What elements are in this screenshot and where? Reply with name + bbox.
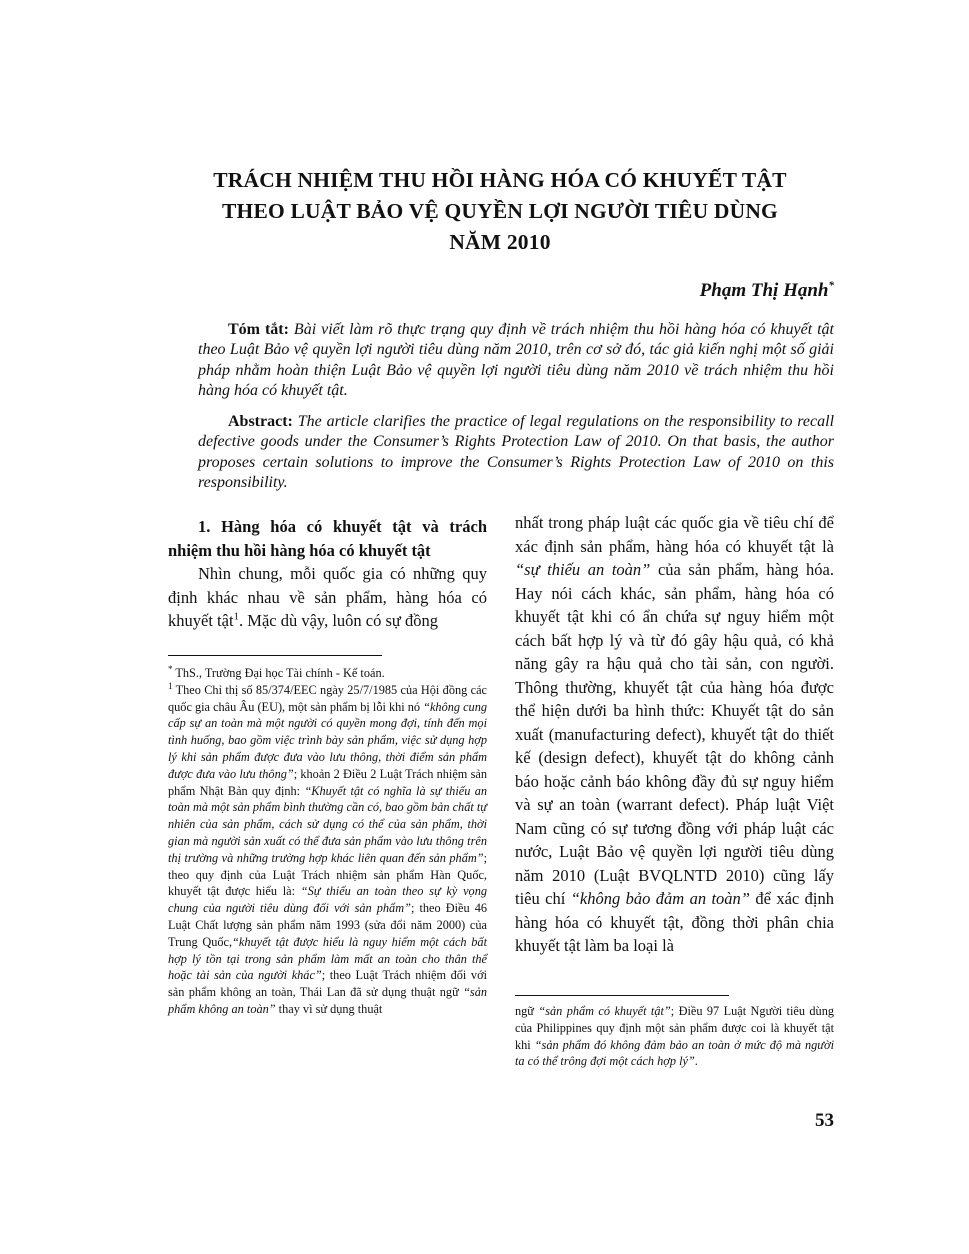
section-heading: 1. Hàng hóa có khuyết tật và trách nhiệm thu hồi hàng hóa có khuyết tật <box>168 517 487 560</box>
col2-quote-2: “không bảo đảm an toàn” <box>570 889 750 908</box>
body-paragraph-continued <box>515 511 834 958</box>
fn2-quote-d: “sản phẩm đó không đảm bảo an toàn ở mức độ mà người ta có thể trông đợi một cách hợp lý” <box>515 1037 834 1069</box>
col2-text-3: để xác định hàng hóa có khuyết tật, đồng thời phân chia khuyết tật làm ba loại là <box>515 889 834 955</box>
left-column <box>168 515 487 633</box>
footnote-1 <box>168 682 487 1018</box>
fn2-text-e: . <box>694 1054 698 1069</box>
summary-vi-label: Tóm tắt: <box>228 321 289 338</box>
fn2-quote-b: “sản phẩm có khuyết tật” <box>538 1004 671 1018</box>
footnote-star-mark: * <box>168 663 173 674</box>
title-line-3: NĂM 2010 <box>449 230 551 254</box>
title-line-2: THEO LUẬT BẢO VỆ QUYỀN LỢI NGƯỜI TIÊU DÙNG <box>222 199 778 223</box>
fn1-quote-j: “sản phẩm không an toàn” <box>168 985 487 1016</box>
fn1-text-i: ; theo Luật Trách nhiệm đối với sản phẩm không an toàn, Thái Lan đã sử dụng thuật ngữ <box>168 968 487 1000</box>
fn1-text-a: Theo Chỉ thị số 85/374/EEC ngày 25/7/1985 của Hội đồng các quốc gia châu Âu (EU), một sản phẩm bị lỗi khi nó <box>168 682 487 714</box>
fn1-quote-d: “Khuyết tật có nghĩa là sự thiếu an toàn mà một sản phẩm bình thường cần có, bao gồm bản chất tự nhiên của sản phẩm, cách sử dụng có thể của sản phẩm, thời gian mà người sản xuất có thể đưa sản phẩm vào lưu thông trên thị trường và những trường hợp khác liên quan đến sản phẩm” <box>168 783 487 865</box>
article-title <box>150 165 850 258</box>
footnote-1-mark: 1 <box>168 680 173 691</box>
fn1-text-e: ; theo quy định của Luật Trách nhiệm sản phẩm Hàn Quốc, khuyết tật được hiểu là: <box>168 850 487 899</box>
para-end: . Mặc dù vậy, luôn có sự đồng <box>239 611 438 630</box>
para-start: Nhìn chung, mỗi quốc gia có những quy định khác nhau về sản phẩm, hàng hóa có khuyết tật <box>168 564 487 630</box>
fn1-quote-h: “khuyết tật được hiểu là nguy hiểm một cách bất hợp lý tồn tại trong sản phẩm làm mất an toàn cho thân thể hoặc tài sản của người khác” <box>168 934 487 983</box>
footnotes-left <box>168 665 487 1018</box>
fn1-text-g: ; theo Điều 46 Luật Chất lượng sản phẩm năm 1993 (sửa đổi năm 2000) của Trung Quốc, <box>168 901 487 949</box>
summary-vietnamese <box>198 320 834 401</box>
fn1-quote-f: “Sự thiếu an toàn theo sự kỳ vọng chung của người tiêu dùng đối với sản phẩm” <box>168 884 487 916</box>
fn1-text-k: thay vì sử dụng thuật <box>275 1001 383 1016</box>
col2-text-1: nhất trong pháp luật các quốc gia về tiêu chí để xác định sản phẩm, hàng hóa có khuyết tật là <box>515 513 834 556</box>
footnote-author <box>168 665 487 682</box>
fn2-text-a: ngữ <box>515 1004 539 1018</box>
footnote-author-text: ThS., Trường Đại học Tài chính - Kế toán. <box>172 666 385 680</box>
abstract-english <box>198 412 834 493</box>
fn1-quote-b: “không cung cấp sự an toàn mà một người có quyền mong đợi, tính đến mọi tình huống, bao gồm việc trình bày sản phẩm, việc sử dụng hợp lý khi sản phẩm được đưa vào lưu thông, thời điểm sản phẩm được đưa vào lưu thông” <box>168 699 487 781</box>
abstract-en-text: The article clarifies the practice of legal regulations on the responsibility to recall defective goods under the Consumer’s Rights Protection Law of 2010. On that basis, the author proposes certain solutions to improve the Consumer’s Rights Protection Law of 2010 on this responsibility. <box>198 413 835 491</box>
fn1-text-c: ; khoản 2 Điều 2 Luật Trách nhiệm sản phẩm Nhật Bản quy định: <box>168 766 487 798</box>
right-column <box>515 511 834 958</box>
footnote-divider <box>168 655 382 656</box>
body-paragraph <box>168 562 487 633</box>
author-footnote-mark: * <box>828 279 834 292</box>
footnotes-right <box>515 1003 834 1070</box>
footnote-ref[interactable]: 1 <box>233 610 240 623</box>
title-line-1: TRÁCH NHIỆM THU HỒI HÀNG HÓA CÓ KHUYẾT TẬT <box>213 168 787 192</box>
author-name: Phạm Thị Hạnh <box>699 280 829 301</box>
footnote-divider-right <box>515 995 729 996</box>
summary-vi-text: Bài viết làm rõ thực trạng quy định về trách nhiệm thu hồi hàng hóa có khuyết tật theo Luật Bảo vệ quyền lợi người tiêu dùng năm 2010, trên cơ sở đó, tác giả kiến nghị một số giải pháp nhằm hoàn thiện Luật Bảo vệ quyền lợi người tiêu dùng năm 2010 về trách nhiệm thu hồi hàng hóa có khuyết tật. <box>198 321 835 399</box>
page-number: 53 <box>815 1110 834 1131</box>
author-byline <box>700 280 834 302</box>
fn2-text-c: ; Điều 97 Luật Người tiêu dùng của Philippines quy định một sản phẩm được coi là khuyết tật khi <box>515 1004 834 1052</box>
col2-text-2: của sản phẩm, hàng hóa. Hay nói cách khác, sản phẩm, hàng hóa có khuyết tật khi có ẩn chứa sự nguy hiểm một cách bất hợp lý và từ đó gây hậu quả, có khả năng gây ra hậu quả cho tài sản, con người. Thông thường, khuyết tật của hàng hóa được thể hiện dưới ba hình thức: Khuyết tật do sản xuất (manufacturing defect), khuyết tật do thiết kế (design defect), khuyết tật do không cảnh báo hoặc cảnh báo không đầy đủ sự nguy hiểm và sự an toàn (warrant defect). Pháp luật Việt Nam cũng có sự tương đồng với pháp luật các nước, Luật Bảo vệ quyền lợi người tiêu dùng năm 2010 (Luật BVQLNTD 2010) cũng lấy tiêu chí <box>515 560 834 908</box>
col2-quote-1: “sự thiếu an toàn” <box>515 560 651 579</box>
abstract-en-label: Abstract: <box>228 413 293 430</box>
